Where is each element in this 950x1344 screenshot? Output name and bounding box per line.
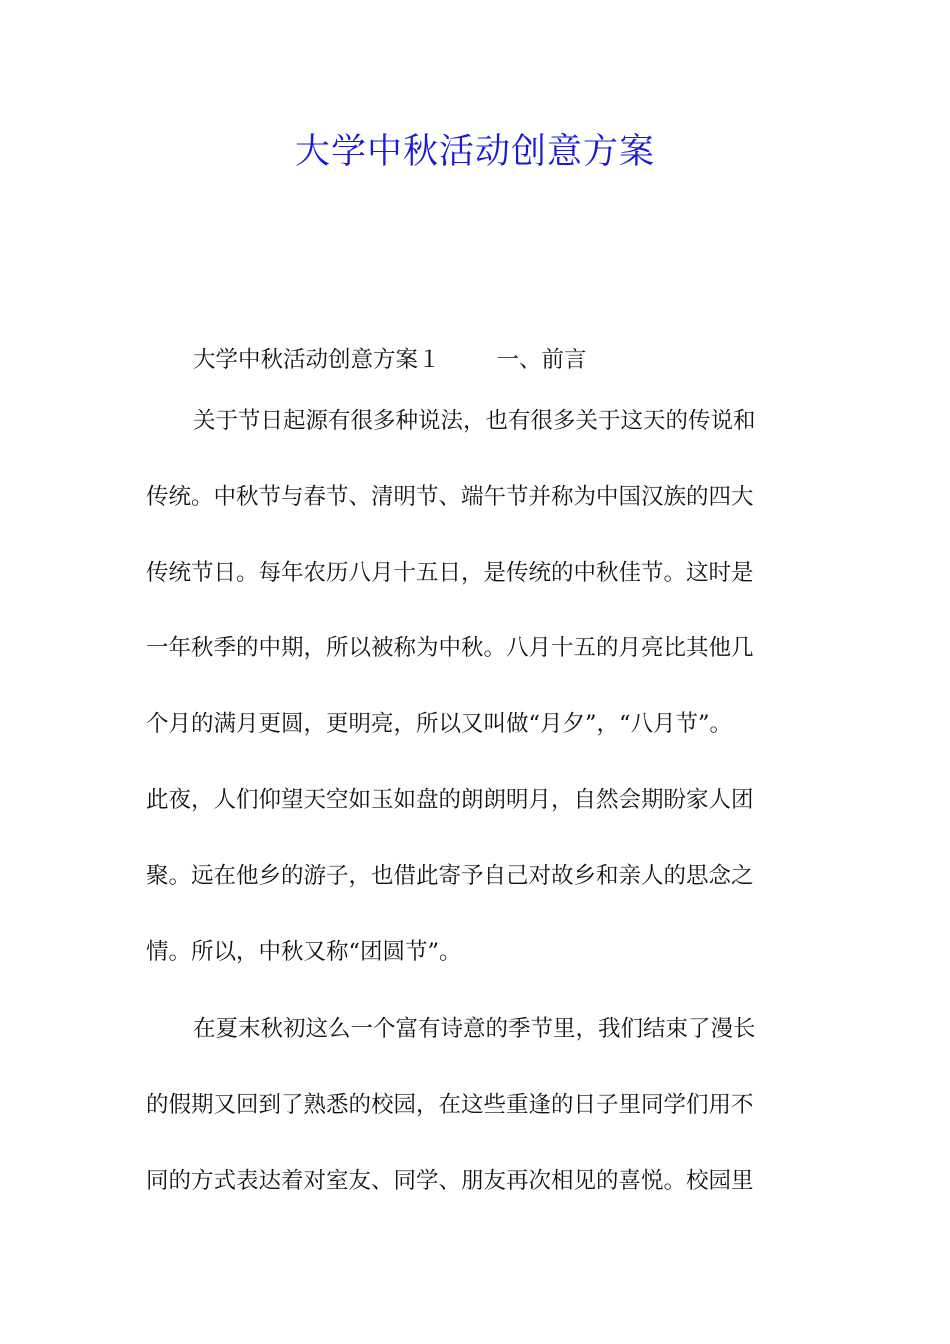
paragraph-line: 传统节日。每年农历八月十五日，是传统的中秋佳节。这时是: [146, 559, 754, 586]
paragraph-line: 一年秋季的中期，所以被称为中秋。八月十五的月亮比其他几: [146, 635, 754, 662]
paragraph-line: 关于节日起源有很多种说法，也有很多关于这天的传说和: [193, 408, 756, 434]
paragraph-1: [146, 403, 836, 1009]
paragraph-2: [146, 1011, 836, 1238]
paragraph-line: 的假期又回到了熟悉的校园，在这些重逢的日子里同学们用不: [146, 1091, 754, 1118]
paragraph-line: 此夜，人们仰望天空如玉如盘的朗朗明月，自然会期盼家人团: [146, 786, 754, 813]
paragraph-line: 传统。中秋节与春节、清明节、端午节并称为中国汉族的四大: [146, 483, 754, 510]
paragraph-line: 同的方式表达着对室友、同学、朋友再次相见的喜悦。校园里: [146, 1167, 754, 1194]
paragraph-line: 个月的满月更圆，更明亮，所以又叫做“月夕”，“八月节”。: [146, 711, 733, 738]
paragraph-line: 聚。远在他乡的游子，也借此寄予自己对故乡和亲人的思念之: [146, 862, 754, 889]
section-heading-right: 一、前言: [496, 347, 587, 373]
paragraph-line: 情。所以，中秋又称“团圆节”。: [146, 938, 462, 965]
document-title: 大学中秋活动创意方案: [294, 132, 655, 172]
paragraph-line: 在夏末秋初这么一个富有诗意的季节里，我们结束了漫长: [193, 1016, 756, 1042]
section-heading-left: 大学中秋活动创意方案１: [193, 347, 441, 373]
